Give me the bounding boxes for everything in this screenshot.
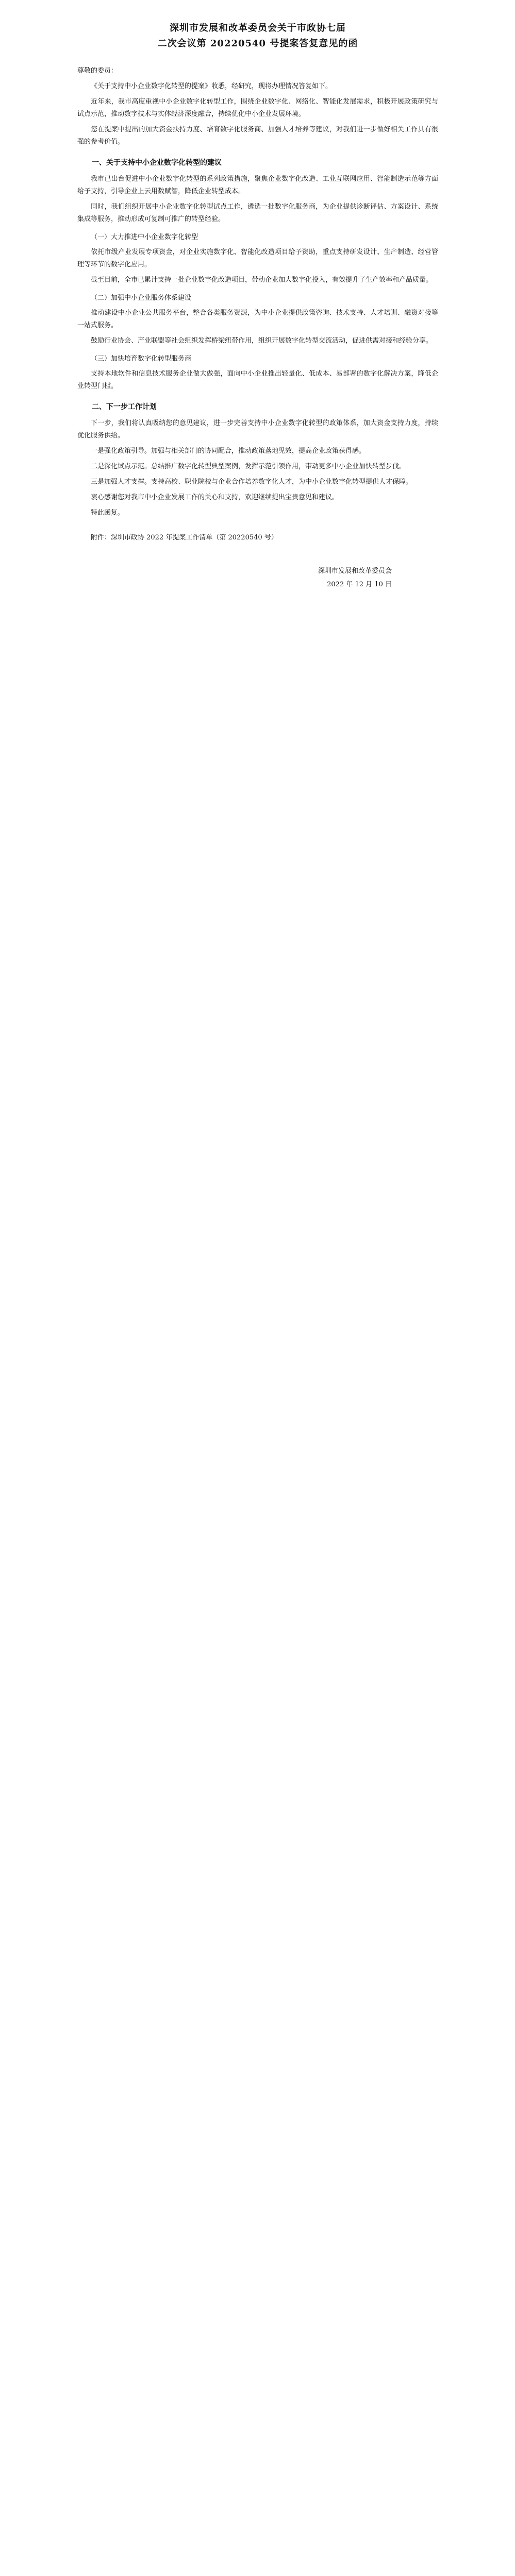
body-paragraph: 二是深化试点示范。总结推广数字化转型典型案例，发挥示范引领作用，带动更多中小企业加快转型步伐。 [91,463,406,470]
intro-paragraph: 《关于支持中小企业数字化转型的提案》收悉，经研究，现将办理情况答复如下。 [91,82,333,90]
intro-paragraph: 近年来，我市高度重视中小企业数字化转型工作，围绕企业数字化、网络化、智能化发展需求，积极开展政策研究与试点示范，推动数字技术与实体经济深度融合，持续优化中小企业发展环境。 [77,98,438,118]
body-paragraph: 一是强化政策引导。加强与相关部门的协同配合，推动政策落地见效，提高企业政策获得感。 [91,447,366,455]
subsection-heading: （三）加快培育数字化转型服务商 [91,355,192,363]
letter-title-line-2: 二次会议第 20220540 号提案答复意见的函 [157,38,358,49]
section-heading: 二、下一步工作计划 [92,403,157,411]
date: 2022 年 12 月 10 日 [327,581,392,588]
body-paragraph: 我市已出台促进中小企业数字化转型的系列政策措施，聚焦企业数字化改造、工业互联网应用、智能制造示范等方面给予支持，引导企业上云用数赋智，降低企业转型成本。 [77,175,438,195]
attachment-note: 附件：深圳市政协 2022 年提案工作清单（第 20220540 号） [91,534,278,541]
subsection-heading: （二）加强中小企业服务体系建设 [91,294,192,302]
body-paragraph: 截至目前，全市已累计支持一批企业数字化改造项目，带动企业加大数字化投入，有效提升了生产效率和产品质量。 [91,276,433,284]
section-heading: 一、关于支持中小企业数字化转型的建议 [92,159,222,167]
body-paragraph: 三是加强人才支撑。支持高校、职业院校与企业合作培养数字化人才，为中小企业数字化转型提供人才保障。 [91,478,413,486]
body-paragraph: 推动建设中小企业公共服务平台，整合各类服务资源，为中小企业提供政策咨询、技术支持、人才培训、融资对接等一站式服务。 [77,309,438,329]
letter-title-line-1: 深圳市发展和改革委员会关于市政协七届 [170,23,346,33]
greeting: 尊敬的委员： [77,67,118,75]
reply-letter [77,21,438,591]
body-paragraph: 同时，我们组织开展中小企业数字化转型试点工作，遴选一批数字化服务商，为企业提供诊断评估、方案设计、系统集成等服务，推动形成可复制可推广的转型经验。 [77,203,438,223]
signer: 深圳市发展和改革委员会 [318,567,392,575]
body-paragraph: 鼓励行业协会、产业联盟等社会组织发挥桥梁纽带作用，组织开展数字化转型交流活动，促进供需对接和经验分享。 [91,337,433,345]
body-paragraph: 下一步，我们将认真吸纳您的意见建议，进一步完善支持中小企业数字化转型的政策体系，加大资金支持力度，持续优化服务供给。 [77,419,438,439]
letter-title [77,21,438,52]
subsection-heading: （一）大力推进中小企业数字化转型 [91,233,198,241]
intro-paragraph: 您在提案中提出的加大资金扶持力度、培育数字化服务商、加强人才培养等建议，对我们进一步做好相关工作具有很强的参考价值。 [77,126,438,146]
signature-block [77,565,438,591]
closing-paragraph: 衷心感谢您对我市中小企业发展工作的关心和支持，欢迎继续提出宝贵意见和建议。 [91,494,339,501]
body-paragraph: 依托市级产业发展专项资金，对企业实施数字化、智能化改造项目给予资助，重点支持研发设计、生产制造、经营管理等环节的数字化应用。 [77,248,438,268]
closing-paragraph: 特此函复。 [91,509,125,517]
body-paragraph: 支持本地软件和信息技术服务企业做大做强，面向中小企业推出轻量化、低成本、易部署的数字化解决方案，降低企业转型门槛。 [77,370,438,390]
